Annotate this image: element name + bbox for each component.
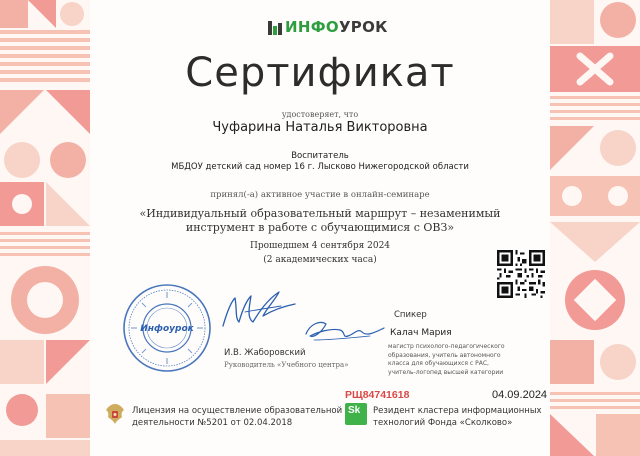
speaker-desc-line4: учитель-логопед высшей категории (388, 368, 504, 376)
license-text (132, 405, 342, 429)
speaker-description (388, 343, 505, 377)
seminar-title-line2: инструмент в работе с обучающимися с ОВЗ» (185, 221, 455, 234)
academic-hours-text: (2 академических часа) (263, 255, 377, 265)
license-line1: Лицензия на осуществление образовательной (132, 406, 343, 416)
right-decor-pattern (550, 0, 640, 456)
held-date-text: Прошедшем 4 сентября 2024 (249, 241, 391, 251)
speaker-desc-line1: магистр психолого-педагогического (388, 343, 505, 350)
skolkovo-line2: технологий Фонда «Сколково» (373, 418, 513, 428)
speaker-label: Спикер (394, 310, 427, 320)
skolkovo-logo (345, 403, 367, 425)
license-line2: деятельности №5201 от 02.04.2018 (132, 418, 293, 428)
logo-text-part1: ИНФО (285, 18, 339, 36)
infourok-logo-icon (268, 21, 282, 35)
certifies-text: удостоверяет, что (281, 110, 359, 119)
skolkovo-logo-text: Sk (348, 405, 361, 416)
recipient-name: Чуфарина Наталья Викторовна (212, 120, 428, 135)
recipient-position: Воспитатель (291, 151, 349, 161)
official-stamp (122, 283, 212, 373)
infourok-logo (268, 17, 388, 39)
issue-date: 04.09.2024 (492, 389, 548, 401)
speaker-desc-line2: образования, учитель автономного (388, 351, 501, 359)
logo-text-part2: УРОК (338, 18, 388, 36)
qr-code[interactable] (497, 250, 545, 298)
recipient-organization: МБДОУ детский сад номер 16 г. Лысково Нижегородской области (171, 162, 469, 172)
certificate-title: Сертификат (185, 50, 455, 96)
speaker-desc-line3: класса для обучающихся с РАС, (388, 360, 489, 367)
speaker-signature (300, 312, 390, 348)
left-decor-pattern (0, 0, 90, 456)
infourok-logo-text (285, 18, 388, 36)
director-name: И.В. Жаборовский (224, 348, 306, 358)
skolkovo-text (373, 405, 542, 429)
participation-text: принял(-а) активное участие в онлайн-семинаре (210, 190, 430, 200)
certificate-code: РЩ84741618 (345, 389, 410, 401)
stamp-center-text: Инфоурок (140, 324, 194, 334)
skolkovo-line1: Резидент кластера информационных (373, 406, 542, 416)
director-signature (215, 282, 300, 337)
coat-of-arms-icon (104, 402, 126, 426)
director-role: Руководитель «Учебного центра» (224, 361, 349, 369)
seminar-title-line1: «Индивидуальный образовательный маршрут – незаменимый (139, 207, 501, 220)
speaker-name: Калач Мария (390, 328, 452, 338)
